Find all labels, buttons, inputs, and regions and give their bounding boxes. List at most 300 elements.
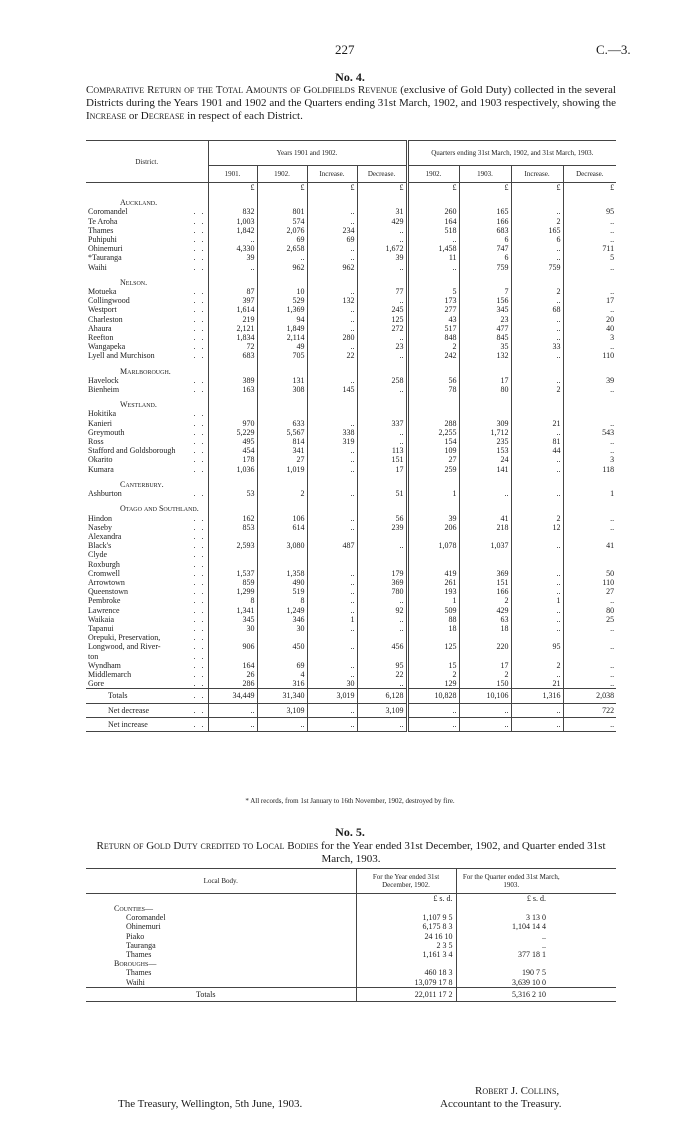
- value-cell: [307, 550, 357, 559]
- district-name: [86, 183, 208, 193]
- value-cell: 308: [257, 385, 307, 394]
- value-cell: ..: [357, 596, 407, 605]
- value-cell: 131: [257, 376, 307, 385]
- body-name: Tauranga: [126, 940, 156, 950]
- value-cell: £: [563, 183, 616, 193]
- district-name: [86, 606, 208, 615]
- value-cell: 259: [407, 465, 459, 474]
- net-increase-row: [86, 717, 616, 731]
- value-cell: 22: [307, 351, 357, 360]
- region-heading: [86, 474, 616, 489]
- value-cell: 12: [511, 523, 563, 532]
- value-cell: [459, 498, 511, 513]
- value-cell: ..: [307, 587, 357, 596]
- value-cell: 6: [459, 253, 511, 262]
- district-label: Te Aroha: [88, 216, 118, 226]
- value-cell: 853: [208, 523, 257, 532]
- district-label: Bienheim: [88, 385, 120, 395]
- value-cell: 509: [407, 606, 459, 615]
- value-cell: 2,114: [257, 333, 307, 342]
- leader-dots: . .: [193, 691, 206, 701]
- value-cell: ..: [459, 717, 511, 731]
- quarter-amount: 190 7 5: [456, 968, 566, 977]
- value-cell: ..: [208, 717, 257, 731]
- value-cell: ..: [357, 624, 407, 633]
- value-cell: 4: [257, 670, 307, 679]
- district-row: [86, 437, 616, 446]
- value-cell: 4,330: [208, 244, 257, 253]
- district-name: [86, 569, 208, 578]
- value-cell: ..: [208, 263, 257, 272]
- district-label: Tapanui: [88, 623, 114, 633]
- value-cell: ..: [511, 428, 563, 437]
- value-cell: [208, 633, 257, 642]
- value-cell: 21: [511, 419, 563, 428]
- value-cell: ..: [307, 465, 357, 474]
- district-label: ton: [88, 651, 99, 661]
- value-cell: 2,038: [563, 689, 616, 703]
- value-cell: 319: [307, 437, 357, 446]
- district-name: [86, 670, 208, 679]
- value-cell: ..: [563, 226, 616, 235]
- value-cell: ..: [307, 596, 357, 605]
- value-cell: 166: [459, 217, 511, 226]
- value-cell: [407, 550, 459, 559]
- value-cell: 110: [563, 351, 616, 360]
- value-cell: ..: [208, 235, 257, 244]
- district-name: [86, 376, 208, 385]
- district-row: [86, 541, 616, 550]
- leader-dots: . .: [193, 489, 206, 499]
- value-cell: 22: [357, 670, 407, 679]
- value-cell: 153: [459, 446, 511, 455]
- net-decrease-row: [86, 703, 616, 717]
- district-row: [86, 217, 616, 226]
- district-row: [86, 287, 616, 296]
- value-cell: [407, 532, 459, 541]
- col-1901: 1901.: [208, 166, 257, 183]
- value-cell: 859: [208, 578, 257, 587]
- district-name: [86, 446, 208, 455]
- leader-dots: . .: [193, 596, 206, 606]
- district-name: [86, 296, 208, 305]
- year-amount: 2 3 5: [356, 941, 456, 950]
- value-cell: [208, 550, 257, 559]
- value-cell: 2: [511, 287, 563, 296]
- value-cell: 179: [357, 569, 407, 578]
- value-cell: [459, 652, 511, 661]
- value-cell: 129: [407, 679, 459, 689]
- value-cell: ..: [511, 578, 563, 587]
- district-row: [86, 550, 616, 559]
- value-cell: 163: [208, 385, 257, 394]
- district-label: Roxburgh: [88, 559, 120, 569]
- value-cell: ..: [563, 523, 616, 532]
- value-cell: 2,255: [407, 428, 459, 437]
- col-q-1903: 1903.: [459, 166, 511, 183]
- value-cell: 906: [208, 642, 257, 651]
- value-cell: 24: [459, 455, 511, 464]
- value-cell: ..: [563, 263, 616, 272]
- value-cell: ..: [563, 717, 616, 731]
- district-name: [86, 342, 208, 351]
- value-cell: 2: [407, 342, 459, 351]
- value-cell: 848: [407, 333, 459, 342]
- col-1902: 1902.: [257, 166, 307, 183]
- value-cell: 705: [257, 351, 307, 360]
- value-cell: [459, 532, 511, 541]
- leader-dots: . .: [193, 669, 206, 679]
- value-cell: 151: [357, 455, 407, 464]
- district-row: [86, 642, 616, 651]
- value-cell: ..: [307, 569, 357, 578]
- district-label: Middlemarch: [88, 669, 132, 679]
- col-group-quarters: Quarters ending 31st March, 1902, and 31st March, 1903.: [407, 141, 616, 166]
- value-cell: ..: [511, 244, 563, 253]
- value-cell: 18: [407, 624, 459, 633]
- district-row: [86, 409, 616, 418]
- value-cell: 81: [511, 437, 563, 446]
- value-cell: [307, 361, 357, 376]
- value-cell: ..: [511, 717, 563, 731]
- value-cell: 1,537: [208, 569, 257, 578]
- value-cell: 69: [307, 235, 357, 244]
- value-cell: [208, 532, 257, 541]
- leader-dots: . .: [193, 719, 206, 729]
- value-cell: 234: [307, 226, 357, 235]
- district-label: Kanieri: [88, 418, 112, 428]
- district-row: [86, 296, 616, 305]
- value-cell: 5: [407, 287, 459, 296]
- value-cell: 78: [407, 385, 459, 394]
- district-row: [86, 226, 616, 235]
- value-cell: 1,672: [357, 244, 407, 253]
- value-cell: 165: [459, 207, 511, 216]
- value-cell: [459, 474, 511, 489]
- value-cell: 18: [459, 624, 511, 633]
- value-cell: 141: [459, 465, 511, 474]
- leader-dots: . .: [193, 305, 206, 315]
- value-cell: 34,449: [208, 689, 257, 703]
- value-cell: ..: [357, 437, 407, 446]
- value-cell: 41: [563, 541, 616, 550]
- value-cell: ..: [307, 489, 357, 498]
- district-name: [86, 244, 208, 253]
- value-cell: 272: [357, 324, 407, 333]
- value-cell: [357, 409, 407, 418]
- value-cell: 1,316: [511, 689, 563, 703]
- value-cell: 235: [459, 437, 511, 446]
- value-cell: 962: [307, 263, 357, 272]
- value-cell: 288: [407, 419, 459, 428]
- value-cell: 759: [459, 263, 511, 272]
- value-cell: ..: [511, 207, 563, 216]
- counties-heading: [86, 904, 616, 913]
- value-cell: [407, 361, 459, 376]
- leader-dots: . .: [193, 587, 206, 597]
- value-cell: 1: [511, 596, 563, 605]
- value-cell: 72: [208, 342, 257, 351]
- district-label: Wyndham: [88, 660, 121, 670]
- value-cell: ..: [307, 661, 357, 670]
- treasury-place-date: The Treasury, Wellington, 5th June, 1903.: [118, 1098, 303, 1110]
- value-cell: ..: [407, 235, 459, 244]
- value-cell: 17: [459, 661, 511, 670]
- body-name: Coromandel: [126, 913, 166, 923]
- col-q-1902: 1902.: [407, 166, 459, 183]
- value-cell: 2: [511, 385, 563, 394]
- district-label: Queenstown: [88, 587, 128, 597]
- value-cell: 722: [563, 703, 616, 717]
- value-cell: [257, 633, 307, 642]
- district-name: [86, 633, 208, 642]
- value-cell: 345: [459, 305, 511, 314]
- document-reference: C.—3.: [596, 42, 631, 57]
- totals-row: [86, 987, 616, 1001]
- value-cell: [563, 633, 616, 642]
- col-group-years: Years 1901 and 1902.: [208, 141, 407, 166]
- district-row: [86, 661, 616, 670]
- region-heading: [86, 394, 616, 409]
- year-amount: [356, 904, 456, 913]
- district-label: Reefton: [88, 333, 114, 343]
- value-cell: 5,229: [208, 428, 257, 437]
- district-row: [86, 670, 616, 679]
- value-cell: 2,121: [208, 324, 257, 333]
- value-cell: 261: [407, 578, 459, 587]
- district-name: [86, 315, 208, 324]
- district-row: [86, 428, 616, 437]
- district-name: [86, 235, 208, 244]
- leader-dots: . .: [193, 296, 206, 306]
- leader-dots: . .: [193, 642, 206, 652]
- footnote: * All records, from 1st January to 16th November, 1902, destroyed by fire.: [245, 797, 455, 805]
- value-cell: 218: [459, 523, 511, 532]
- district-row: [86, 560, 616, 569]
- leader-dots: . .: [193, 418, 206, 428]
- district-name: [86, 305, 208, 314]
- value-cell: 219: [208, 315, 257, 324]
- year-amount: £ s. d.: [356, 894, 456, 905]
- quarter-amount: 1,104 14 4: [456, 922, 566, 931]
- leader-dots: . .: [193, 342, 206, 352]
- district-name: [86, 717, 208, 731]
- district-label: Westport: [88, 305, 117, 315]
- section-number-5: No. 5.: [335, 825, 365, 839]
- value-cell: ..: [307, 642, 357, 651]
- district-name: [86, 455, 208, 464]
- title-end: in respect of each District.: [184, 110, 303, 122]
- value-cell: 832: [208, 207, 257, 216]
- leader-dots: . .: [193, 225, 206, 235]
- leader-dots: . .: [193, 633, 206, 643]
- value-cell: 711: [563, 244, 616, 253]
- district-label: Havelock: [88, 375, 119, 385]
- value-cell: 92: [357, 606, 407, 615]
- value-cell: £: [357, 183, 407, 193]
- value-cell: ..: [307, 578, 357, 587]
- value-cell: [357, 498, 407, 513]
- value-cell: 39: [563, 376, 616, 385]
- district-name: [86, 661, 208, 670]
- value-cell: 2: [511, 217, 563, 226]
- value-cell: 69: [257, 235, 307, 244]
- value-cell: 369: [357, 578, 407, 587]
- value-cell: 280: [307, 333, 357, 342]
- value-cell: 369: [459, 569, 511, 578]
- value-cell: [257, 560, 307, 569]
- value-cell: [407, 498, 459, 513]
- value-cell: 125: [407, 642, 459, 651]
- district-label: Lawrence: [88, 605, 120, 615]
- district-name: [86, 532, 208, 541]
- quarter-amount: 377 18 1: [456, 950, 566, 959]
- value-cell: 495: [208, 437, 257, 446]
- value-cell: [257, 532, 307, 541]
- district-row: [86, 207, 616, 216]
- district-name: Nelson.: [120, 277, 148, 287]
- district-name: [86, 514, 208, 523]
- value-cell: 23: [459, 315, 511, 324]
- value-cell: 633: [257, 419, 307, 428]
- leader-dots: . .: [193, 427, 206, 437]
- leader-dots: . .: [193, 614, 206, 624]
- district-name: [86, 465, 208, 474]
- value-cell: 1,358: [257, 569, 307, 578]
- value-cell: ..: [307, 217, 357, 226]
- quarter-amount: 3,639 10 0: [456, 978, 566, 988]
- value-cell: [208, 652, 257, 661]
- value-cell: 1,036: [208, 465, 257, 474]
- value-cell: [563, 394, 616, 409]
- value-cell: 30: [257, 624, 307, 633]
- value-cell: 39: [357, 253, 407, 262]
- value-cell: [208, 192, 257, 207]
- leader-dots: . .: [193, 216, 206, 226]
- value-cell: 286: [208, 679, 257, 689]
- district-name: [86, 703, 208, 717]
- district-label: Clyde: [88, 550, 108, 560]
- value-cell: ..: [257, 717, 307, 731]
- value-cell: 6,128: [357, 689, 407, 703]
- value-cell: ..: [307, 670, 357, 679]
- value-cell: [511, 498, 563, 513]
- value-cell: [208, 361, 257, 376]
- value-cell: [511, 474, 563, 489]
- value-cell: 389: [208, 376, 257, 385]
- district-name: [86, 578, 208, 587]
- district-row: [86, 569, 616, 578]
- body-name: [86, 894, 356, 905]
- quarter-amount: £ s. d.: [456, 894, 566, 905]
- leader-dots: . .: [193, 531, 206, 541]
- col-increase: Increase.: [307, 166, 357, 183]
- value-cell: 132: [307, 296, 357, 305]
- value-cell: 1,299: [208, 587, 257, 596]
- value-cell: ..: [307, 624, 357, 633]
- quarter-amount: ..: [456, 941, 566, 950]
- value-cell: 970: [208, 419, 257, 428]
- district-name: [86, 324, 208, 333]
- district-name: Otago and Southland.: [120, 504, 199, 514]
- value-cell: ..: [511, 670, 563, 679]
- value-cell: 33: [511, 342, 563, 351]
- district-label: *Tauranga: [88, 253, 122, 263]
- value-cell: [307, 192, 357, 207]
- district-label: Black's: [88, 541, 112, 551]
- district-name: [86, 560, 208, 569]
- district-name: [86, 217, 208, 226]
- leader-dots: . .: [193, 323, 206, 333]
- value-cell: 110: [563, 578, 616, 587]
- value-cell: [257, 192, 307, 207]
- value-cell: [307, 532, 357, 541]
- value-cell: 239: [357, 523, 407, 532]
- col-q-increase: Increase.: [511, 166, 563, 183]
- quarter-amount: [456, 959, 566, 968]
- district-row: [86, 385, 616, 394]
- value-cell: 1,019: [257, 465, 307, 474]
- leader-dots: . .: [193, 314, 206, 324]
- district-name: [86, 437, 208, 446]
- value-cell: 3: [563, 455, 616, 464]
- body-name: Thames: [126, 950, 152, 960]
- value-cell: [357, 394, 407, 409]
- value-cell: ..: [407, 703, 459, 717]
- county-row: [86, 932, 616, 941]
- value-cell: 156: [459, 296, 511, 305]
- district-name: [86, 642, 208, 651]
- value-cell: [257, 498, 307, 513]
- boroughs-heading: [86, 959, 616, 968]
- value-cell: 10: [257, 287, 307, 296]
- value-cell: ..: [563, 217, 616, 226]
- value-cell: ..: [307, 419, 357, 428]
- value-cell: 814: [257, 437, 307, 446]
- value-cell: [208, 394, 257, 409]
- value-cell: [511, 361, 563, 376]
- value-cell: 113: [357, 446, 407, 455]
- value-cell: 454: [208, 446, 257, 455]
- value-cell: ..: [307, 324, 357, 333]
- district-row: [86, 376, 616, 385]
- district-label: Kumara: [88, 464, 114, 474]
- district-row: [86, 489, 616, 498]
- value-cell: ..: [563, 679, 616, 689]
- year-amount: [356, 959, 456, 968]
- value-cell: [511, 652, 563, 661]
- district-name: [86, 263, 208, 272]
- leader-dots: . .: [193, 287, 206, 297]
- value-cell: [563, 532, 616, 541]
- district-name: [86, 624, 208, 633]
- district-label: Puhipuhi: [88, 235, 117, 245]
- leader-dots: . .: [193, 262, 206, 272]
- year-amount: 22,011 17 2: [356, 987, 456, 1001]
- value-cell: 56: [407, 376, 459, 385]
- value-cell: 490: [257, 578, 307, 587]
- value-cell: 429: [357, 217, 407, 226]
- value-cell: ..: [563, 342, 616, 351]
- col-district: District.: [86, 141, 208, 183]
- district-name: [86, 385, 208, 394]
- district-row: [86, 652, 616, 661]
- value-cell: [307, 633, 357, 642]
- value-cell: 80: [459, 385, 511, 394]
- value-cell: ..: [357, 226, 407, 235]
- value-cell: ..: [307, 244, 357, 253]
- value-cell: 316: [257, 679, 307, 689]
